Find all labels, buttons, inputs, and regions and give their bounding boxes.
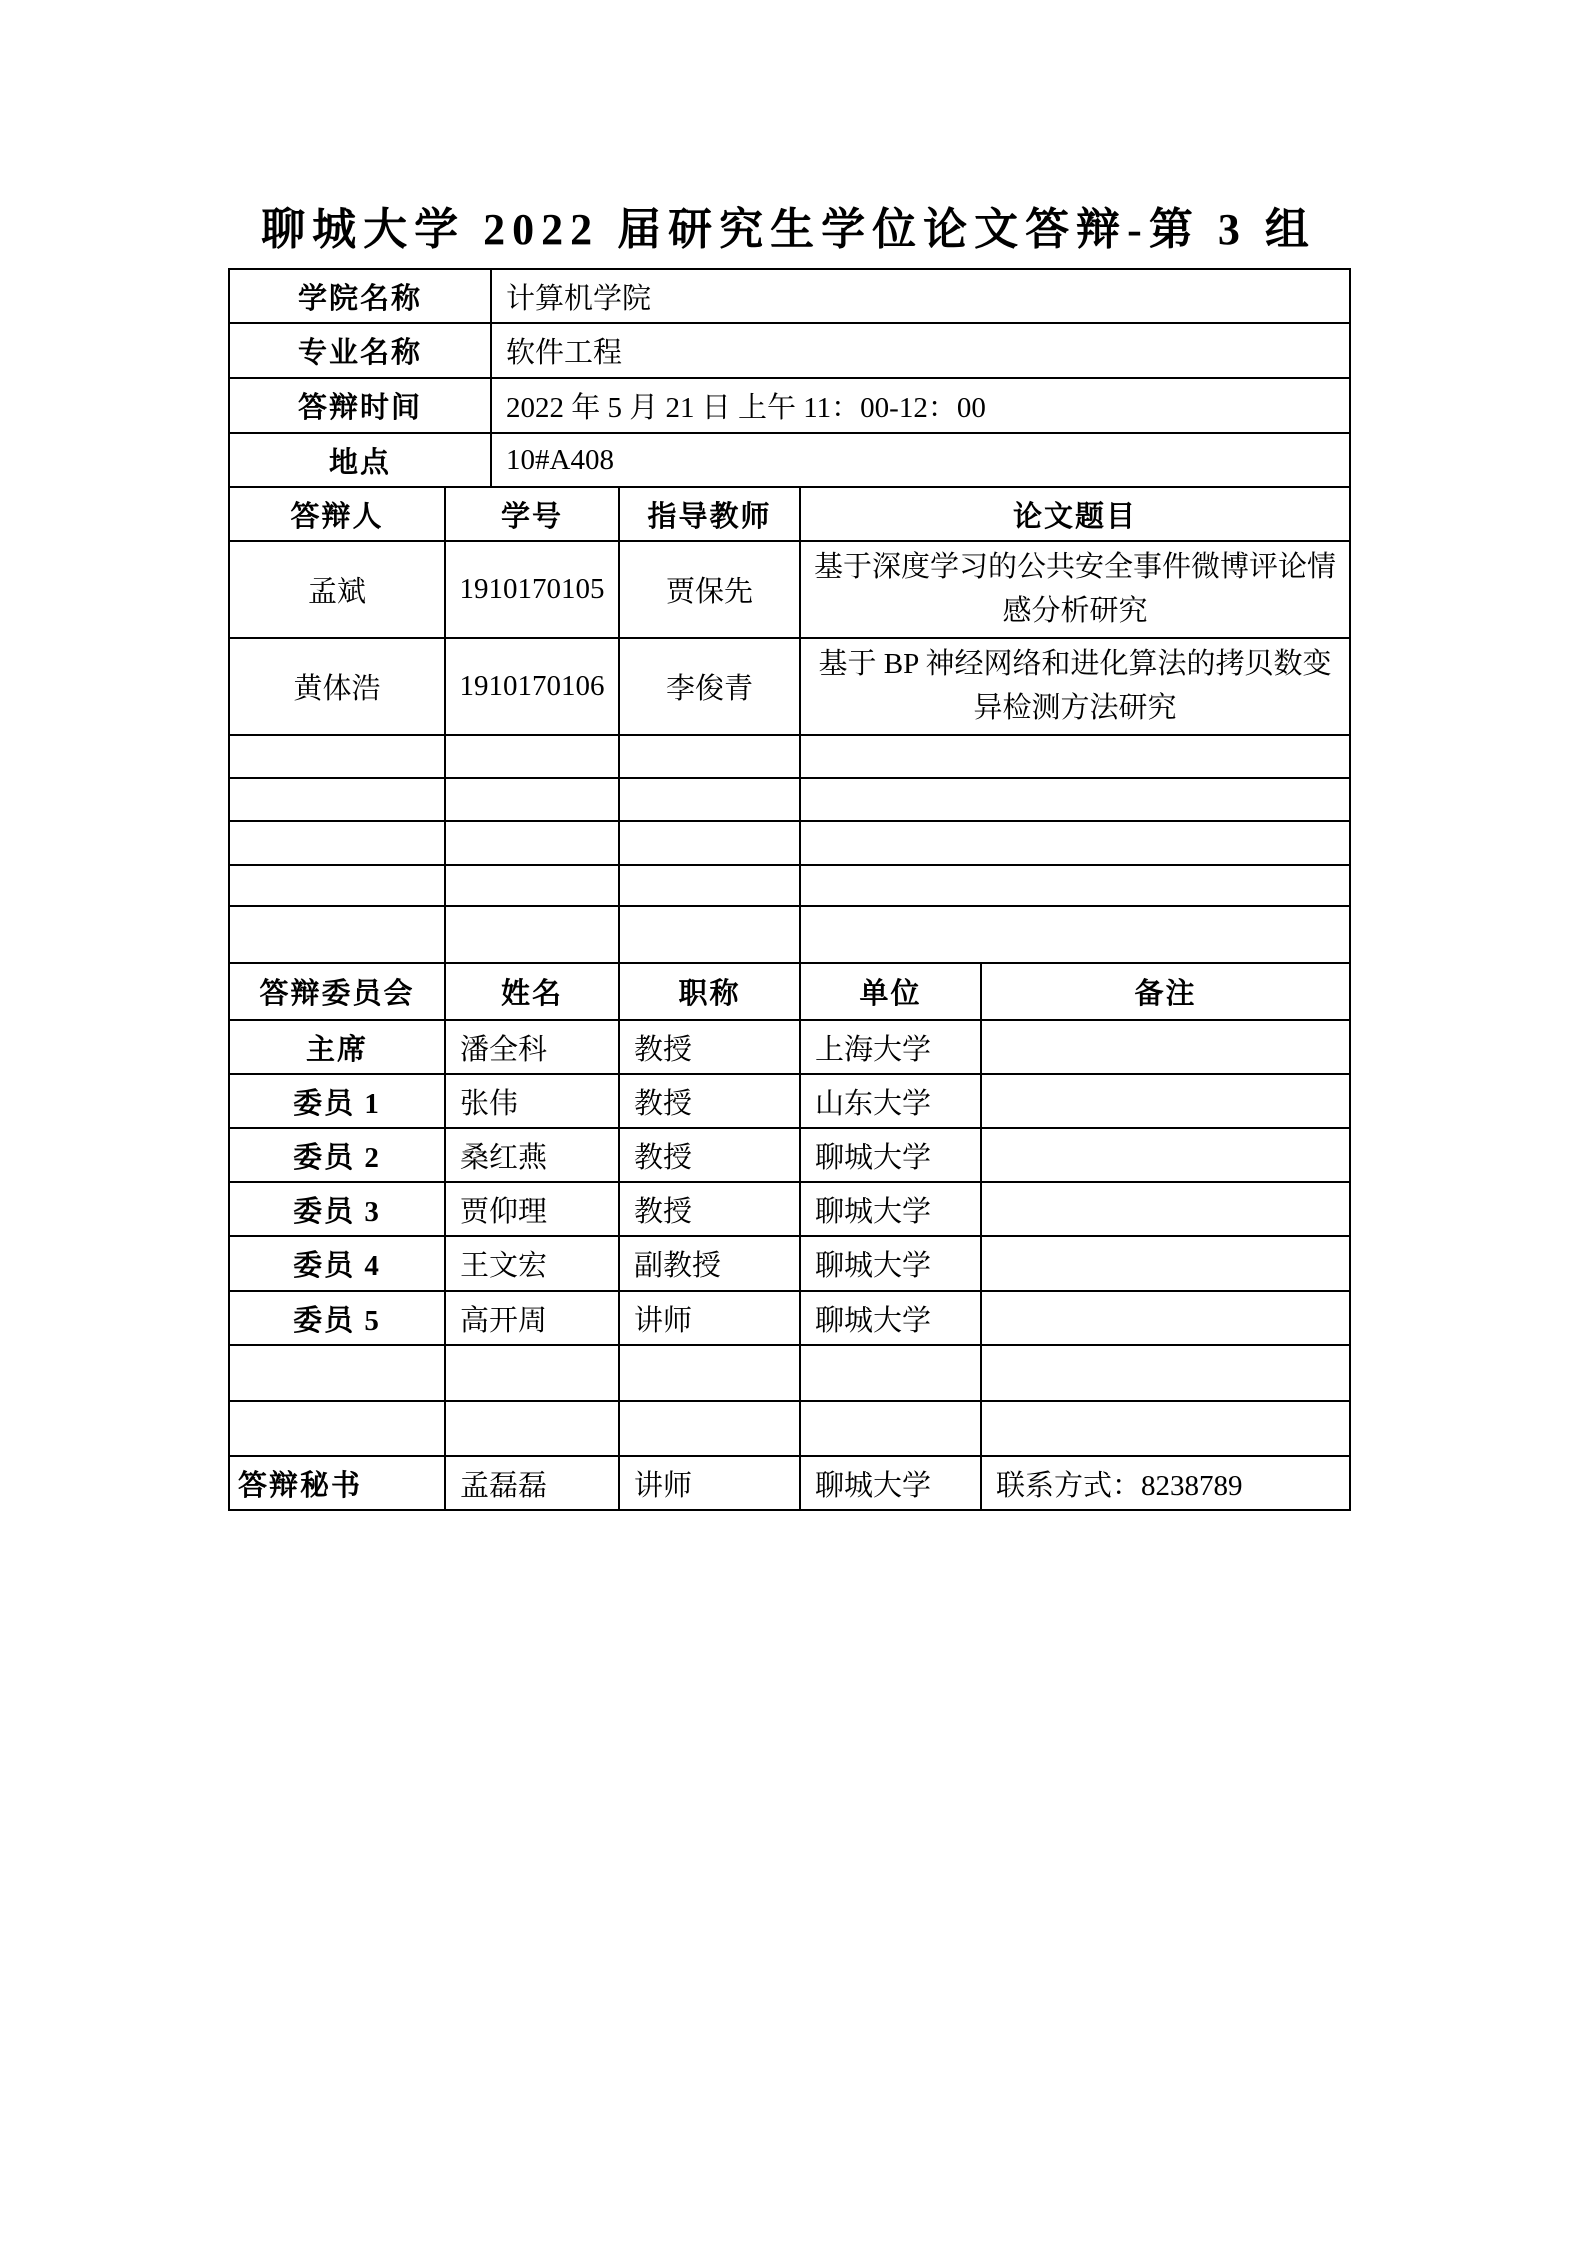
committee-title: 教授 <box>619 1074 800 1128</box>
secretary-unit: 聊城大学 <box>800 1456 981 1510</box>
info-value-major: 软件工程 <box>491 323 1350 378</box>
committee-remark <box>981 1020 1350 1074</box>
thesis-title: 基于深度学习的公共安全事件微博评论情感分析研究 <box>800 541 1350 638</box>
secretary-title: 讲师 <box>619 1456 800 1510</box>
committee-unit: 聊城大学 <box>800 1182 981 1236</box>
student-id: 1910170105 <box>445 541 619 638</box>
empty-row <box>229 906 1350 963</box>
committee-title: 讲师 <box>619 1291 800 1345</box>
info-table <box>228 268 1351 488</box>
committee-role: 委员 2 <box>229 1128 445 1182</box>
committee-role: 主席 <box>229 1020 445 1074</box>
committee-title: 教授 <box>619 1020 800 1074</box>
committee-title: 教授 <box>619 1128 800 1182</box>
committee-header-name: 姓名 <box>445 963 619 1020</box>
thesis-title: 基于 BP 神经网络和进化算法的拷贝数变异检测方法研究 <box>800 638 1350 735</box>
info-row <box>229 378 1350 433</box>
committee-remark <box>981 1182 1350 1236</box>
info-value-location: 10#A408 <box>491 433 1350 487</box>
info-label-major: 专业名称 <box>229 323 491 378</box>
committee-name: 高开周 <box>445 1291 619 1345</box>
defense-header-thesis: 论文题目 <box>800 487 1350 541</box>
info-value-college: 计算机学院 <box>491 269 1350 323</box>
committee-header-row <box>229 963 1350 1020</box>
info-value-time: 2022 年 5 月 21 日 上午 11：00-12：00 <box>491 378 1350 433</box>
defendant-name: 黄体浩 <box>229 638 445 735</box>
committee-role: 委员 4 <box>229 1236 445 1291</box>
info-label-time: 答辩时间 <box>229 378 491 433</box>
defense-header-defendant: 答辩人 <box>229 487 445 541</box>
committee-role: 委员 1 <box>229 1074 445 1128</box>
committee-title: 副教授 <box>619 1236 800 1291</box>
defense-header-advisor: 指导教师 <box>619 487 800 541</box>
empty-row <box>229 865 1350 906</box>
info-row <box>229 323 1350 378</box>
committee-header-committee: 答辩委员会 <box>229 963 445 1020</box>
committee-table <box>228 962 1351 1511</box>
committee-header-unit: 单位 <box>800 963 981 1020</box>
secretary-name: 孟磊磊 <box>445 1456 619 1510</box>
committee-remark <box>981 1291 1350 1345</box>
committee-row <box>229 1182 1350 1236</box>
info-label-location: 地点 <box>229 433 491 487</box>
defense-table <box>228 486 1351 964</box>
student-id: 1910170106 <box>445 638 619 735</box>
committee-name: 潘全科 <box>445 1020 619 1074</box>
defense-header-student-id: 学号 <box>445 487 619 541</box>
committee-role: 委员 5 <box>229 1291 445 1345</box>
committee-name: 张伟 <box>445 1074 619 1128</box>
defense-row <box>229 541 1350 638</box>
empty-row <box>229 1401 1350 1456</box>
committee-row <box>229 1074 1350 1128</box>
empty-row <box>229 1345 1350 1401</box>
committee-row <box>229 1291 1350 1345</box>
committee-unit: 聊城大学 <box>800 1236 981 1291</box>
committee-header-title: 职称 <box>619 963 800 1020</box>
secretary-row <box>229 1456 1350 1510</box>
committee-name: 贾仰理 <box>445 1182 619 1236</box>
committee-row <box>229 1020 1350 1074</box>
info-row <box>229 269 1350 323</box>
empty-row <box>229 735 1350 778</box>
committee-row <box>229 1236 1350 1291</box>
committee-remark <box>981 1236 1350 1291</box>
committee-remark <box>981 1074 1350 1128</box>
info-label-college: 学院名称 <box>229 269 491 323</box>
committee-unit: 聊城大学 <box>800 1128 981 1182</box>
secretary-remark: 联系方式：8238789 <box>981 1456 1350 1510</box>
committee-role: 委员 3 <box>229 1182 445 1236</box>
defendant-name: 孟斌 <box>229 541 445 638</box>
committee-row <box>229 1128 1350 1182</box>
defense-header-row <box>229 487 1350 541</box>
committee-name: 桑红燕 <box>445 1128 619 1182</box>
committee-header-remark: 备注 <box>981 963 1350 1020</box>
document-title: 聊城大学 2022 届研究生学位论文答辩-第 3 组 <box>261 205 1316 254</box>
empty-row <box>229 821 1350 865</box>
defense-row <box>229 638 1350 735</box>
committee-remark <box>981 1128 1350 1182</box>
info-row <box>229 433 1350 487</box>
advisor-name: 贾保先 <box>619 541 800 638</box>
committee-unit: 上海大学 <box>800 1020 981 1074</box>
empty-row <box>229 778 1350 821</box>
document-page <box>228 193 1349 1511</box>
secretary-role: 答辩秘书 <box>229 1456 445 1510</box>
committee-title: 教授 <box>619 1182 800 1236</box>
committee-name: 王文宏 <box>445 1236 619 1291</box>
advisor-name: 李俊青 <box>619 638 800 735</box>
committee-unit: 聊城大学 <box>800 1291 981 1345</box>
committee-unit: 山东大学 <box>800 1074 981 1128</box>
